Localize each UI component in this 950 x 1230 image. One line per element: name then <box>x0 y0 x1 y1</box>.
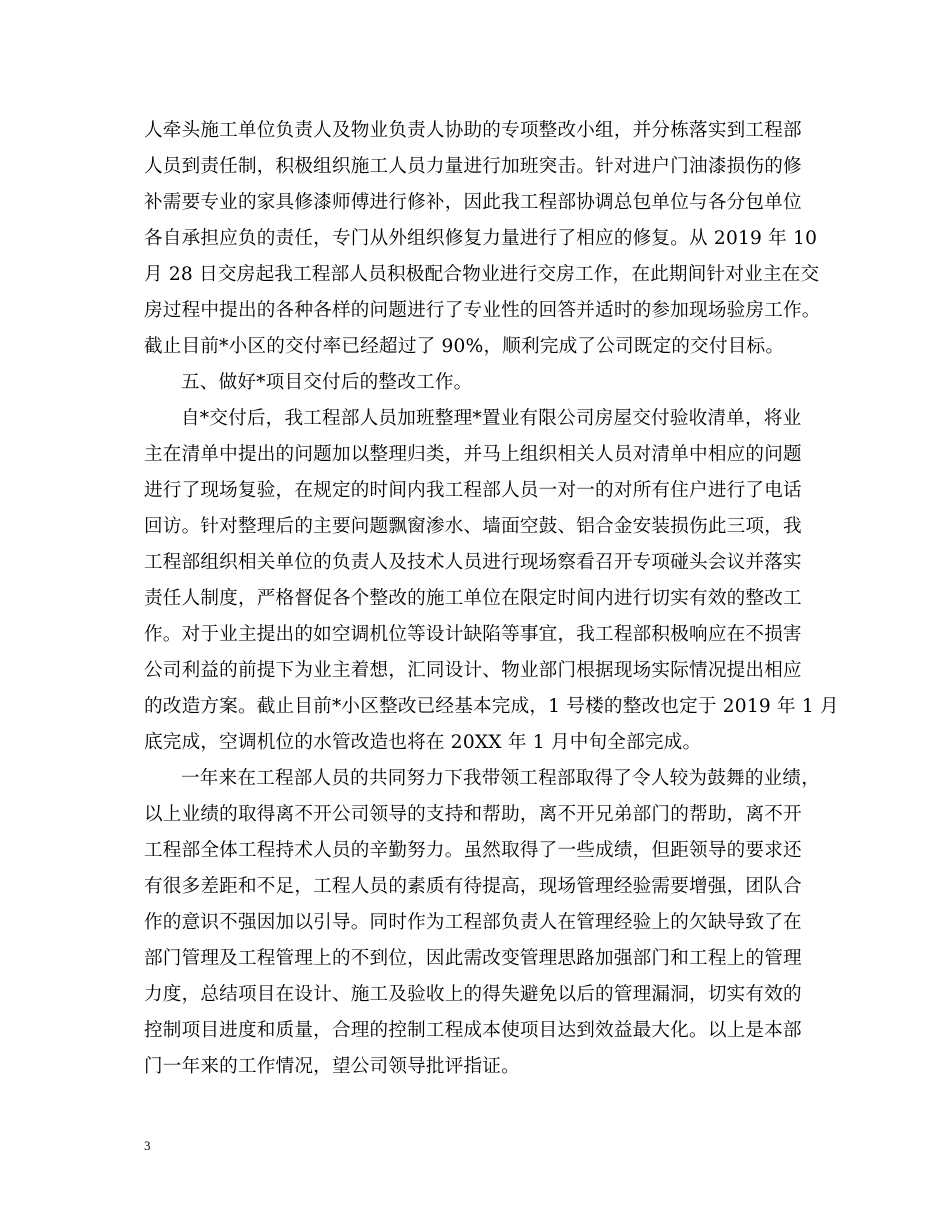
text-line: 作的意识不强因加以引导。同时作为工程部负责人在管理经验上的欠缺导致了在 <box>144 912 802 933</box>
text-line: 进行了现场复验，在规定的时间内我工程部人员一对一的对所有住户进行了电话 <box>144 480 802 501</box>
text-line: 补需要专业的家具修漆师傅进行修补，因此我工程部协调总包单位与各分包单位 <box>144 192 802 213</box>
text-line: 责任人制度，严格督促各个整改的施工单位在限定时间内进行切实有效的整改工 <box>144 588 802 609</box>
text-line: 以上业绩的取得离不开公司领导的支持和帮助，离不开兄弟部门的帮助，离不开 <box>144 804 802 825</box>
text-line: 截止目前*小区的交付率已经超过了 90%，顺利完成了公司既定的交付目标。 <box>144 336 785 357</box>
text-line: 人牵头施工单位负责人及物业负责人协助的专项整改小组，并分栋落实到工程部 <box>144 120 802 141</box>
text-line: 各自承担应负的责任，专门从外组织修复力量进行了相应的修复。从 2019 年 10 <box>144 228 818 249</box>
text-line: 公司利益的前提下为业主着想，汇同设计、物业部门根据现场实际情况提出相应 <box>144 660 802 681</box>
text-line: 的改造方案。截止目前*小区整改已经基本完成，1 号楼的整改也定于 2019 年 1 月 <box>144 696 839 717</box>
text-line: 部门管理及工程管理上的不到位，因此需改变管理思路加强部门和工程上的管理 <box>144 948 802 969</box>
text-line: 作。对于业主提出的如空调机位等设计缺陷等事宜，我工程部积极响应在不损害 <box>144 624 802 645</box>
text-line: 人员到责任制，积极组织施工人员力量进行加班突击。针对进户门油漆损伤的修 <box>144 156 802 177</box>
text-line: 工程部全体工程持术人员的辛勤努力。虽然取得了一些成绩，但距领导的要求还 <box>144 840 802 861</box>
text-line: 力度，总结项目在设计、施工及验收上的得失避免以后的管理漏洞，切实有效的 <box>144 984 802 1005</box>
text-line: 主在清单中提出的问题加以整理归类，并马上组织相关人员对清单中相应的问题 <box>144 444 802 465</box>
text-line: 控制项目进度和质量，合理的控制工程成本使项目达到效益最大化。以上是本部 <box>144 1020 802 1041</box>
text-line: 月 28 日交房起我工程部人员积极配合物业进行交房工作，在此期间针对业主在交 <box>144 264 820 285</box>
text-line: 门一年来的工作情况，望公司领导批评指证。 <box>144 1056 520 1077</box>
paragraph-start-line: 自*交付后，我工程部人员加班整理*置业有限公司房屋交付验收清单，将业 <box>181 408 802 429</box>
paragraph-start-line: 一年来在工程部人员的共同努力下我带领工程部取得了令人较为鼓舞的业绩， <box>181 768 820 789</box>
text-line: 底完成，空调机位的水管改造也将在 20XX 年 1 月中旬全部完成。 <box>144 732 702 753</box>
text-line: 房过程中提出的各种各样的问题进行了专业性的回答并适时的参加现场验房工作。 <box>144 300 821 321</box>
text-line: 有很多差距和不足，工程人员的素质有待提高，现场管理经验需要增强，团队合 <box>144 876 802 897</box>
section-heading: 五、做好*项目交付后的整改工作。 <box>181 372 473 393</box>
page-number: 3 <box>144 1138 151 1153</box>
text-line: 回访。针对整理后的主要问题飘窗渗水、墙面空鼓、铝合金安装损伤此三项，我 <box>144 516 802 537</box>
text-line: 工程部组织相关单位的负责人及技术人员进行现场察看召开专项碰头会议并落实 <box>144 552 802 573</box>
